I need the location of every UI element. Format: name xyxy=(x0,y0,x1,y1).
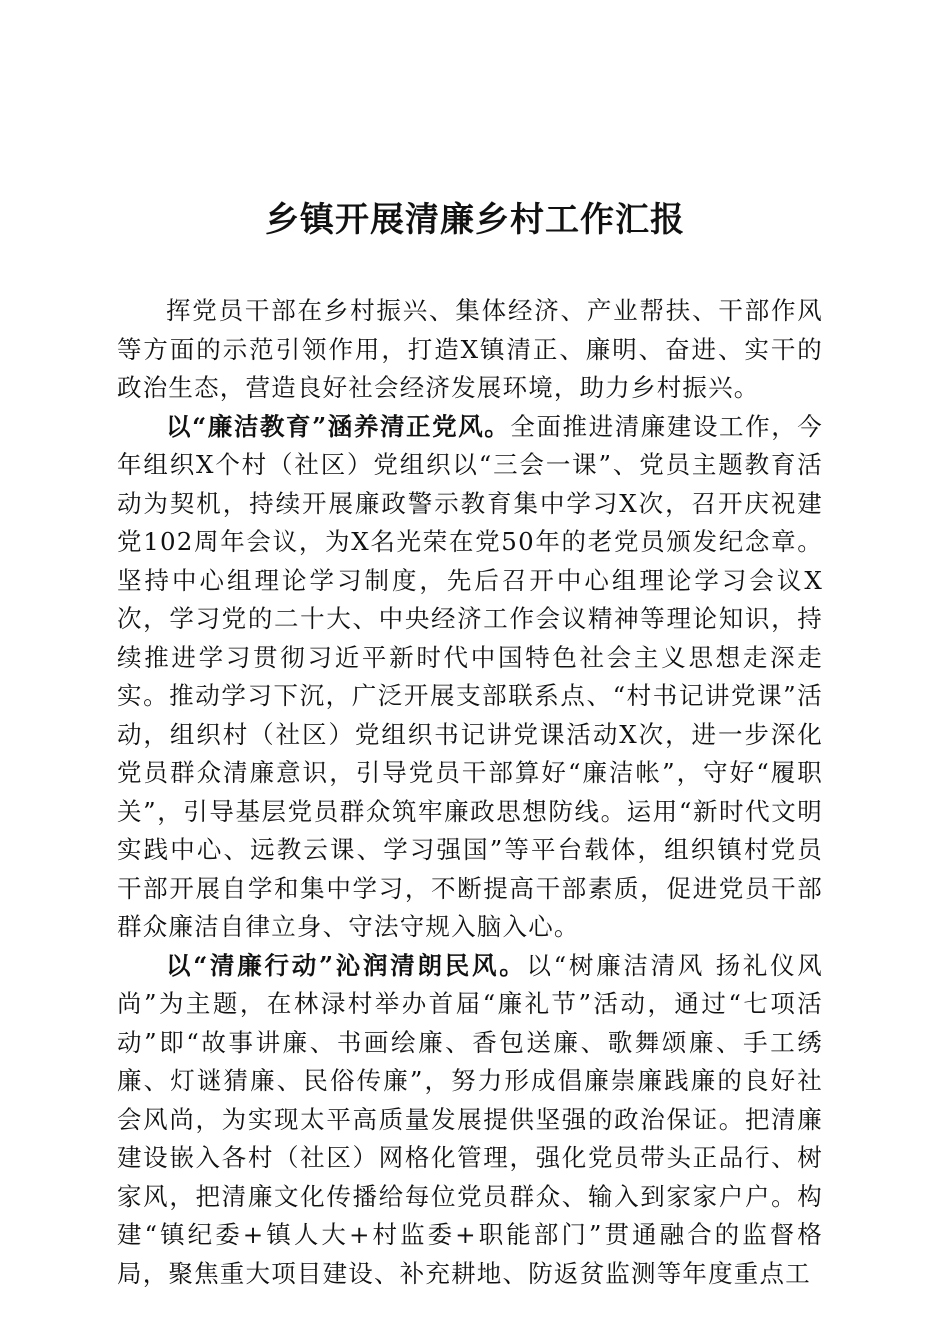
document-title: 乡镇开展清廉乡村工作汇报 xyxy=(265,200,685,240)
document-body xyxy=(117,292,823,1293)
paragraph-text: 全面推进清廉建设工作，今年组织X个村（社区）党组织以“三会一课”、党员主题教育活动为契机，持续开展廉政警示教育集中学习X次，召开庆祝建党102周年会议，为X名光荣在党50年的老党员颁发纪念章。坚持中心组理论学习制度，先后召开中心组理论学习会议X次，学习党的二十大、中央经济工作会议精神等理论知识，持续推进学习贯彻习近平新时代中国特色社会主义思想走深走实。推动学习下沉，广泛开展支部联系点、“村书记讲党课”活动，组织村（社区）党组织书记讲党课活动X次，进一步深化党员群众清廉意识，引导党员干部算好“廉洁帐”，守好“履职关”，引导基层党员群众筑牢廉政思想防线。运用“新时代文明实践中心、远教云课、学习强国”等平台载体，组织镇村党员干部开展自学和集中学习，不断提高干部素质，促进党员干部群众廉洁自律立身、守法守规入脑入心。 xyxy=(117,411,824,941)
paragraph-intro xyxy=(117,292,823,408)
paragraph-text: 挥党员干部在乡村振兴、集体经济、产业帮扶、干部作风等方面的示范引领作用，打造X镇清正、廉明、奋进、实干的政治生态，营造良好社会经济发展环境，助力乡村振兴。 xyxy=(117,296,823,402)
paragraph-lead: 以“廉洁教育”涵养清正党风。 xyxy=(166,411,511,441)
paragraph-lead: 以“清廉行动”沁润清朗民风。 xyxy=(166,950,527,980)
paragraph-clean-action xyxy=(117,947,823,1294)
paragraph-clean-education xyxy=(117,408,823,947)
paragraph-text: 以“树廉洁清风 扬礼仪风尚”为主题，在林渌村举办首届“廉礼节”活动，通过“七项活动”即“故事讲廉、书画绘廉、香包送廉、歌舞颂廉、手工绣廉、灯谜猜廉、民俗传廉”，努力形成倡廉崇廉践廉的良好社会风尚，为实现太平高质量发展提供坚强的政治保证。把清廉建设嵌入各村（社区）网格化管理，强化党员带头正品行、树家风，把清廉文化传播给每位党员群众、输入到家家户户。构建“镇纪委+镇人大+村监委+职能部门”贯通融合的监督格局，聚焦重大项目建设、补充耕地、防返贫监测等年度重点工 xyxy=(117,950,824,1288)
